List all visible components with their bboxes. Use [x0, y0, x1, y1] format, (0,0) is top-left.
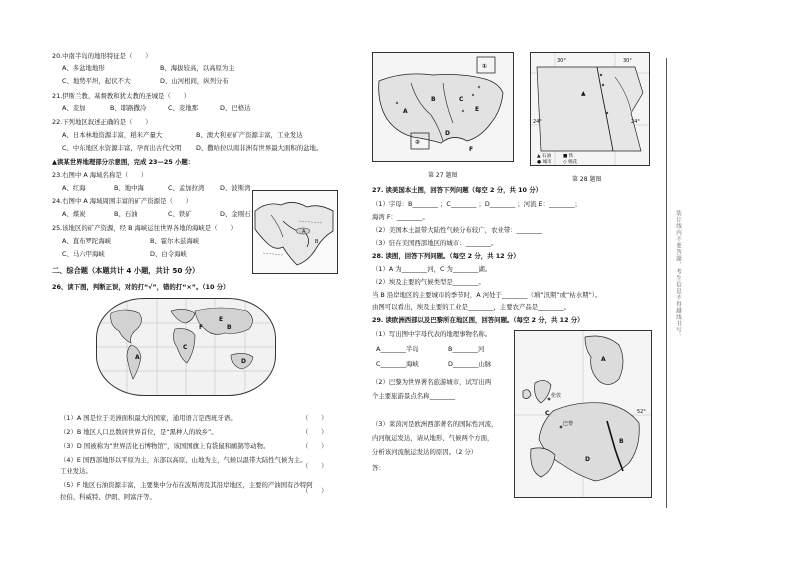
legend-iron: ■ 铁: [563, 154, 574, 159]
world-map-label-f: F: [199, 324, 204, 331]
q29-3c: 分析该河流航运发达的原因。（2 分）: [372, 448, 478, 456]
us-map-circle-1: ①: [482, 63, 488, 70]
q23-stem: 23.右图中 A 海域名称是（ ）: [52, 171, 148, 179]
q21-c: C、麦地那: [168, 104, 199, 112]
q24-stem: 24.右图中 A 海域周围丰富的矿产资源是（ ）: [52, 197, 193, 205]
q25-b: B、霍尔木兹海峡: [150, 237, 200, 245]
q25-stem: 25.该地区的矿产资源，经 B 海峡运往世界各地的海峡是（ ）: [52, 224, 237, 232]
fig28-caption: 第 28 题图: [572, 176, 602, 183]
judge-3-paren: （ ）: [302, 442, 328, 450]
binding-notice: 装订线内不要答题，考生信息不得越线书写。: [675, 210, 681, 340]
judge-3: （3）D 国被称为“世界活化石博物馆”，该国国旗上有袋鼠和鸸鹋等动物。: [60, 442, 270, 450]
q20-stem: 20.中南半岛的地形特征是（ ）: [52, 52, 152, 60]
q20-c: C、地势平坦，起伏不大: [62, 77, 131, 85]
us-map-circle-2: ②: [415, 139, 421, 146]
q25-a: A、直布罗陀海峡: [62, 237, 112, 245]
judge-1: （1）A 国是位于美洲面积最大的国家，通用语言是西班牙语。: [60, 414, 237, 422]
answer-label: 答：: [372, 464, 385, 472]
intro-23-25: ▲读某世界地理部分示意图，完成 23—25 小题：: [52, 158, 195, 166]
q26-stem: 26、读下图，判断正误，对的打“√”，错的打“×”。（10 分）: [52, 283, 230, 291]
world-map: [96, 298, 276, 396]
europe-city-paris: 巴黎: [563, 421, 574, 427]
q20-d: D、山河相间，纵列分布: [160, 77, 229, 85]
section-2-title: 二、综合题（本题共计 4 小题，共计 50 分）: [52, 266, 200, 275]
q23-d: D、波斯湾: [220, 184, 251, 192]
judge-4b: 工业发达。: [60, 467, 92, 475]
europe-lat-52: 52°: [637, 409, 646, 415]
egypt-lat-top-right: 30°: [623, 58, 632, 64]
q23-c: C、孟加拉湾: [168, 184, 205, 192]
europe-map: [514, 330, 652, 498]
q27-1: （1）字母：B________ ；C________ ；D________ ；河流 E：________；: [372, 200, 581, 208]
legend-oil: ▲ 石油: [537, 154, 552, 159]
binding-line: [666, 58, 667, 508]
q28-stem: 28. 读图，回答下列问题。（每空 2 分，共 12 分）: [372, 252, 520, 260]
q27-1b: 海湾 F：________。: [372, 213, 429, 221]
world-map-label-d: D: [241, 358, 246, 365]
q23-a: A、红海: [62, 184, 86, 192]
q25-d: D、白令海峡: [150, 250, 187, 258]
q21-b: B、耶路撒冷: [110, 104, 147, 112]
europe-label-a: A: [601, 356, 606, 363]
us-map-label-d: D: [445, 130, 450, 137]
world-map-label-a: A: [135, 354, 140, 361]
world-map-label-e: E: [219, 316, 224, 323]
europe-label-b: B: [619, 438, 624, 445]
q29-a: A________半岛: [376, 345, 419, 353]
q22-c: C、中东地区水资源丰富，孕育出古代文明: [62, 144, 182, 152]
europe-city-london: 伦敦: [551, 393, 562, 399]
judge-5: （5）F 地区石油资源丰富，主要集中分布在波斯湾及其沿岸地区，主要的产油国有沙特阿: [60, 481, 313, 489]
judge-5-paren: （ ）: [302, 487, 328, 495]
us-map-label-a: A: [403, 108, 408, 115]
q27-3: （3）驻在美国西部地区的城市：________。: [372, 239, 498, 247]
q22-d: D、撒哈拉以南非洲有世界最大面积的盆地。: [196, 144, 323, 152]
us-map: [372, 52, 514, 162]
egypt-lat-right: 24°: [631, 119, 640, 125]
q20-a: A、多盆地地形: [62, 64, 105, 72]
egypt-lat-left: 24°: [533, 119, 542, 125]
judge-4-paren: （ ）: [302, 462, 328, 470]
q29-3: （3）莱茵河是欧洲西部著名的国际性河流，: [372, 420, 498, 428]
q22-stem: 22.下列地区叙述正确的是（ ）: [52, 118, 152, 126]
europe-label-c: C: [545, 410, 550, 417]
us-map-label-f: F: [469, 146, 474, 153]
europe-label-d: D: [585, 456, 590, 463]
us-map-label-e: E: [475, 106, 480, 113]
q29-3b: 内河航运发达，请从地形、气候两个方面，: [372, 434, 494, 442]
q24-d: D、金刚石: [220, 210, 251, 218]
q24-c: C、铁矿: [168, 210, 192, 218]
q29-d: D________山脉: [448, 360, 492, 368]
world-map-label-b: B: [227, 324, 232, 331]
q27-2: （2）美国本土温带大陆性气候分布较广，农业带：________: [372, 226, 543, 234]
middle-east-map: [252, 190, 338, 274]
q29-stem: 29. 读欧洲西部以及巴黎所在地区图，回答问题。（每空 2 分，共 12 分）: [372, 316, 584, 324]
world-map-label-c: C: [183, 344, 188, 351]
egypt-map: [530, 52, 650, 166]
legend-cotton: ◇ 棉花: [563, 160, 578, 165]
q23-b: B、地中海: [114, 184, 144, 192]
fig27-caption: 第 27 题图: [428, 172, 458, 179]
q29-2: （2）巴黎为世界著名旅游城市，试写出两: [372, 378, 492, 386]
svg-text:▲: ▲: [581, 90, 586, 97]
q27-stem: 27. 读美国本土图，回答下列问题（每空 2 分，共 10 分）: [372, 186, 542, 194]
judge-2-paren: （ ）: [302, 428, 328, 436]
q28-1: （1）A 为________河，C 为________湖。: [372, 265, 492, 273]
q21-d: D、巴格达: [220, 104, 251, 112]
us-map-label-c: C: [459, 96, 464, 103]
q28-2: （2）埃及主要的气候类型是________。: [372, 278, 485, 286]
q29-b: B________河: [448, 345, 485, 353]
q28-4: 由图可以看出，埃及主要的工业是________，主要农产品是________。: [372, 303, 571, 311]
us-map-label-b: B: [431, 96, 436, 103]
q21-stem: 21.伊斯兰教、基督教和犹太教的圣城是（ ）: [52, 92, 190, 100]
q29-2b: 个主要旅游景点名称________: [372, 392, 456, 400]
judge-4: （4）E 国西部地形以平原为主，东部以高原、山地为主，气候以温带大陆性气候为主。: [60, 456, 307, 464]
q24-b: B、石油: [114, 210, 138, 218]
q28-3: 当 B 沿岸地区的主要城市的季节时，A 河处于________（填“汛期”或“枯水期”）。: [372, 291, 602, 299]
q29-c: C________海峡: [376, 360, 419, 368]
egypt-lat-top-left: 30°: [557, 58, 566, 64]
legend-city: ● 城市: [537, 160, 552, 165]
judge-1-paren: （ ）: [302, 414, 328, 422]
svg-text:A: A: [302, 229, 306, 235]
q25-c: C、马六甲海峡: [62, 250, 105, 258]
svg-text:B: B: [315, 239, 319, 245]
q20-b: B、海拔较高，以高原为主: [160, 64, 235, 72]
q29-1: （1）写出图中字母代表的地理事物名称。: [372, 330, 492, 338]
q22-b: B、澳大利亚矿产资源丰富，工业发达: [196, 131, 303, 139]
judge-5b: 拉伯、科威特、伊朗、阿富汗等。: [60, 493, 156, 501]
q22-a: A、日本林地资源丰富，稻米产量大: [62, 131, 163, 139]
judge-2: （2）B 地区人口总数居世界首位，是“黑种人的故乡”。: [60, 428, 218, 436]
q21-a: A、麦加: [62, 104, 86, 112]
q24-a: A、煤炭: [62, 210, 86, 218]
